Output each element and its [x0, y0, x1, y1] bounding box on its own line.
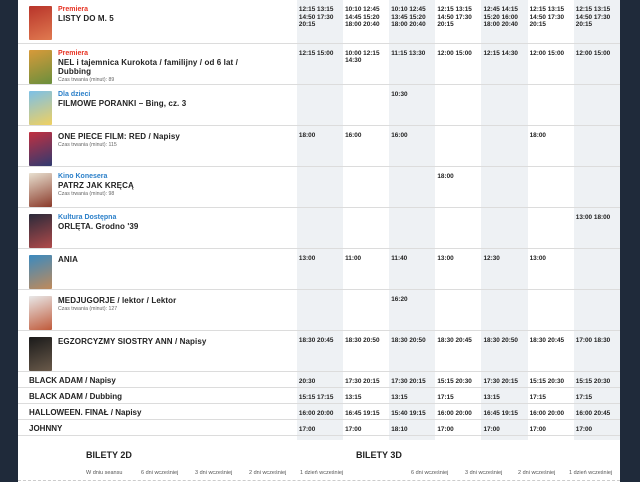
film-title[interactable]: JOHNNY	[29, 423, 63, 433]
film-row-compact	[18, 371, 620, 387]
film-title[interactable]: MEDJUGORJE / lektor / Lektor	[58, 295, 177, 305]
showtime-cell[interactable]: 12:00 15:00	[574, 43, 620, 84]
showtime-cell[interactable]: 15:40 19:15	[389, 403, 435, 419]
showtime-cell[interactable]: 17:00	[481, 419, 527, 435]
showtime-cell[interactable]: 17:30 20:15	[389, 371, 435, 387]
ticket-prices-section	[18, 440, 620, 482]
showtime-cell[interactable]: 18:10	[389, 419, 435, 435]
showtime-cell[interactable]: 12:15 14:30	[481, 43, 527, 84]
showtime-cell[interactable]: 16:00 20:00	[297, 403, 343, 419]
ticket-col-2d: 3 dni wcześniej	[195, 470, 233, 476]
showtime-cell[interactable]: 18:00	[528, 125, 574, 166]
showtime-cell[interactable]: 17:00	[574, 419, 620, 435]
showtime-cell	[574, 166, 620, 207]
showtime-cell	[297, 84, 343, 125]
film-row	[18, 330, 620, 371]
showtime-cell[interactable]: 13:00	[297, 248, 343, 289]
showtime-cell[interactable]: 18:30 20:45	[435, 330, 481, 371]
showtime-cell	[435, 207, 481, 248]
film-title[interactable]: FILMOWE PORANKI – Bing, cz. 3	[58, 98, 187, 108]
showtime-cell[interactable]: 16:00	[389, 125, 435, 166]
showtime-cell[interactable]: 13:15	[389, 387, 435, 403]
film-duration: Czas trwania (minut): 89	[58, 76, 115, 83]
showtime-cell[interactable]: 17:15	[574, 387, 620, 403]
showtime-cell	[435, 125, 481, 166]
showtime-cell[interactable]: 17:00 18:30	[574, 330, 620, 371]
showtime-cell[interactable]: 12:00 15:00	[528, 43, 574, 84]
showtime-cell[interactable]: 12:15 13:15 14:50 17:30 20:15	[574, 0, 620, 43]
showtime-cell[interactable]: 12:15 13:15 14:50 17:30 20:15	[528, 0, 574, 43]
showtime-cell[interactable]: 15:15 20:30	[528, 371, 574, 387]
film-title-continued[interactable]: Dubbing	[58, 66, 92, 76]
ticket-col-3d: 2 dni wcześniej	[518, 470, 556, 476]
showtime-cell	[528, 207, 574, 248]
showtime-cell[interactable]: 17:00	[528, 419, 574, 435]
showtime-cell	[343, 166, 389, 207]
film-title[interactable]: BLACK ADAM / Napisy	[29, 375, 116, 385]
showtime-cell[interactable]: 11:15 13:30	[389, 43, 435, 84]
showtime-cell	[297, 166, 343, 207]
showtime-cell[interactable]: 15:15 17:15	[297, 387, 343, 403]
showtime-cell[interactable]: 17:00	[435, 419, 481, 435]
film-title[interactable]: HALLOWEEN. FINAŁ / Napisy	[29, 407, 142, 417]
ticket-col-3d: 1 dzień wcześniej	[569, 470, 613, 476]
film-row	[18, 43, 620, 84]
film-poster[interactable]	[29, 173, 52, 207]
film-poster[interactable]	[29, 91, 52, 125]
film-poster[interactable]	[29, 214, 52, 248]
showtime-cell[interactable]: 20:30	[297, 371, 343, 387]
showtime-cell[interactable]: 10:30	[389, 84, 435, 125]
film-category-tag: Premiera	[58, 6, 88, 13]
film-title[interactable]: NEL i tajemnica Kurokota / familijny / od 6 lat /	[58, 57, 238, 67]
showtime-cell	[481, 166, 527, 207]
showtime-cell[interactable]: 13:15	[481, 387, 527, 403]
showtime-cell[interactable]: 18:00	[297, 125, 343, 166]
showtime-cell[interactable]: 16:00 20:45	[574, 403, 620, 419]
showtime-cell	[528, 166, 574, 207]
film-duration: Czas trwania (minut): 127	[58, 305, 118, 312]
showtime-cell[interactable]: 16:45 19:15	[481, 403, 527, 419]
film-row-compact	[18, 403, 620, 419]
showtime-cell	[481, 289, 527, 330]
showtime-cell[interactable]: 10:00 12:15 14:30	[343, 43, 389, 84]
tickets-3d-heading: BILETY 3D	[356, 450, 402, 460]
showtime-cell	[481, 207, 527, 248]
showtime-cell	[389, 166, 435, 207]
ticket-col-2d: W dniu seansu	[86, 470, 123, 476]
film-row	[18, 248, 620, 289]
film-title[interactable]: PATRZ JAK KRĘCĄ	[58, 180, 134, 190]
film-title[interactable]: ONE PIECE FILM: RED / Napisy	[58, 131, 180, 141]
showtime-cell[interactable]: 11:40	[389, 248, 435, 289]
film-title[interactable]: BLACK ADAM / Dubbing	[29, 391, 123, 401]
showtime-cell[interactable]: 13:00	[528, 248, 574, 289]
ticket-col-2d: 6 dni wcześniej	[141, 470, 179, 476]
film-row	[18, 125, 620, 166]
showtime-cell[interactable]: 17:30 20:15	[343, 371, 389, 387]
showtime-cell[interactable]: 17:15	[528, 387, 574, 403]
film-category-tag: Premiera	[58, 49, 88, 57]
showtime-cell[interactable]: 12:00 15:00	[435, 43, 481, 84]
showtime-cell	[574, 289, 620, 330]
film-row	[18, 289, 620, 330]
film-poster[interactable]	[29, 255, 52, 289]
film-poster[interactable]	[29, 296, 52, 330]
film-poster[interactable]	[29, 132, 52, 166]
film-title[interactable]: ANIA	[58, 254, 78, 264]
showtime-cell	[297, 207, 343, 248]
showtime-cell[interactable]: 10:10 12:45 13:45 15:20 18:00 20:40	[389, 0, 435, 43]
showtime-cell	[343, 207, 389, 248]
showtime-cell[interactable]: 11:00	[343, 248, 389, 289]
film-category-tag: Kultura Dostępna	[58, 213, 117, 221]
showtime-cell[interactable]: 13:00	[435, 248, 481, 289]
film-poster[interactable]	[29, 337, 52, 371]
showtime-cell	[297, 289, 343, 330]
showtime-cell[interactable]: 17:00	[343, 419, 389, 435]
showtime-cell	[574, 248, 620, 289]
film-row	[18, 84, 620, 125]
showtime-cell[interactable]: 18:30 20:50	[389, 330, 435, 371]
ticket-col-2d: 2 dni wcześniej	[249, 470, 287, 476]
showtime-cell	[574, 84, 620, 125]
film-row-compact	[18, 387, 620, 403]
repertoire-page	[18, 0, 620, 482]
showtime-cell[interactable]: 18:00	[435, 166, 481, 207]
ticket-col-2d: 1 dzień wcześniej	[300, 470, 344, 476]
film-category-tag: Kino Konesera	[58, 172, 108, 180]
showtime-cell[interactable]: 15:15 20:30	[574, 371, 620, 387]
film-poster[interactable]	[29, 50, 52, 84]
film-title[interactable]: LISTY DO M. 5	[58, 14, 114, 23]
ticket-col-3d: 3 dni wcześniej	[465, 470, 503, 476]
showtime-cell[interactable]: 18:30 20:45	[528, 330, 574, 371]
showtime-cell[interactable]: 16:00	[343, 125, 389, 166]
showtime-cell[interactable]: 12:15 13:15 14:50 17:30 20:15	[297, 0, 343, 43]
showtime-cell	[481, 84, 527, 125]
showtime-cell	[435, 84, 481, 125]
showtime-cell[interactable]: 17:00	[297, 419, 343, 435]
showtime-cell[interactable]: 16:45 19:15	[343, 403, 389, 419]
film-row	[18, 166, 620, 207]
tickets-2d-heading: BILETY 2D	[86, 450, 132, 460]
film-row	[18, 207, 620, 248]
film-row	[18, 0, 620, 43]
showtime-cell[interactable]: 18:30 20:50	[343, 330, 389, 371]
showtime-cell	[389, 207, 435, 248]
film-category-tag: Dla dzieci	[58, 90, 91, 98]
schedule-table	[18, 0, 620, 452]
showtime-cell	[343, 289, 389, 330]
film-title[interactable]: EGZORCYZMY SIOSTRY ANN / Napisy	[58, 336, 207, 346]
showtime-cell[interactable]: 10:10 12:45 14:45 15:20 18:00 20:40	[343, 0, 389, 43]
showtime-cell[interactable]: 12:15 15:00	[297, 43, 343, 84]
showtime-cell[interactable]: 13:00 18:00	[574, 207, 620, 248]
ticket-col-3d: 6 dni wcześniej	[411, 470, 449, 476]
showtime-cell[interactable]: 17:15	[435, 387, 481, 403]
film-title[interactable]: ORLĘTA. Grodno '39	[58, 221, 139, 231]
showtime-cell[interactable]: 18:30 20:50	[481, 330, 527, 371]
showtime-cell[interactable]: 12:30	[481, 248, 527, 289]
showtime-cell[interactable]: 16:00 20:00	[528, 403, 574, 419]
showtime-cell	[343, 84, 389, 125]
film-poster[interactable]	[29, 6, 52, 40]
showtime-cell[interactable]: 16:00 20:00	[435, 403, 481, 419]
showtime-cell	[528, 289, 574, 330]
showtime-cell	[481, 125, 527, 166]
showtime-cell	[435, 289, 481, 330]
showtime-cell[interactable]: 17:30 20:15	[481, 371, 527, 387]
showtime-cell[interactable]: 12:45 14:15 15:20 16:00 18:00 20:40	[481, 0, 527, 43]
showtime-cell[interactable]: 13:15	[343, 387, 389, 403]
film-row-compact	[18, 419, 620, 435]
showtime-cell[interactable]: 18:30 20:45	[297, 330, 343, 371]
film-duration: Czas trwania (minut): 98	[58, 190, 115, 197]
showtime-cell	[528, 84, 574, 125]
showtime-cell	[574, 125, 620, 166]
showtime-cell[interactable]: 15:15 20:30	[435, 371, 481, 387]
showtime-cell[interactable]: 12:15 13:15 14:50 17:30 20:15	[435, 0, 481, 43]
film-duration: Czas trwania (minut): 115	[58, 141, 117, 148]
showtime-cell[interactable]: 16:20	[389, 289, 435, 330]
